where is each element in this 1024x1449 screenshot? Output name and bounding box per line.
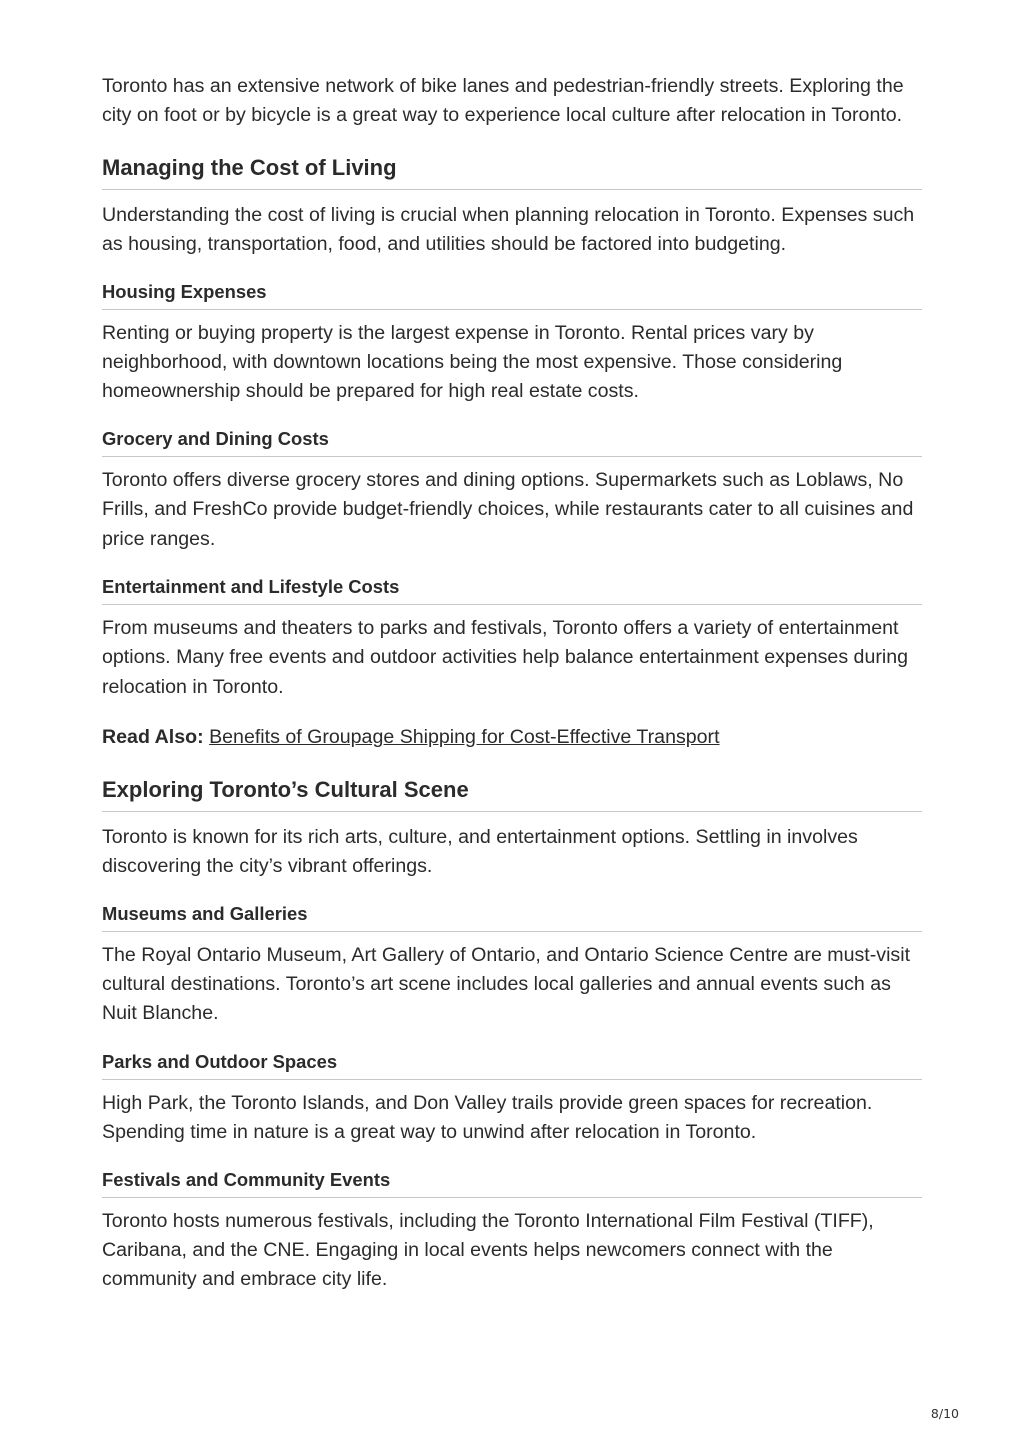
heading-museums-galleries: Museums and Galleries bbox=[102, 903, 922, 932]
heading-entertainment-lifestyle: Entertainment and Lifestyle Costs bbox=[102, 576, 922, 605]
entertainment-paragraph: From museums and theaters to parks and festivals, Toronto offers a variety of entertainment options. Many free events and outdoor activities help balance entertainment expenses during relocation in Toronto. bbox=[102, 617, 909, 698]
intro-paragraph: Toronto has an extensive network of bike lanes and pedestrian-friendly streets. Exploring the city on foot or by bicycle is a great way to experience local culture after relocation in Toronto. bbox=[102, 75, 904, 127]
heading-housing-expenses: Housing Expenses bbox=[102, 281, 922, 310]
heading-parks-outdoor: Parks and Outdoor Spaces bbox=[102, 1051, 922, 1080]
heading-grocery-dining: Grocery and Dining Costs bbox=[102, 428, 922, 457]
parks-paragraph: High Park, the Toronto Islands, and Don Valley trails provide green spaces for recreation. Spending time in nature is a great way to unwind after relocation in Toronto. bbox=[102, 1091, 873, 1144]
housing-paragraph: Renting or buying property is the largest expense in Toronto. Rental prices vary by neighborhood, with downtown locations being the most expensive. Those considering homeownership should be prepared for high real estate costs. bbox=[102, 321, 843, 403]
heading-cultural-scene: Exploring Toronto’s Cultural Scene bbox=[102, 777, 922, 812]
cost-of-living-paragraph: Understanding the cost of living is crucial when planning relocation in Toronto. Expenses such as housing, transportation, food, and utilities should be factored into budgeting. bbox=[102, 203, 915, 256]
page-number: 8/10 bbox=[930, 1406, 959, 1421]
heading-festivals-events: Festivals and Community Events bbox=[102, 1169, 922, 1198]
document-page bbox=[102, 72, 922, 1295]
read-also-label: Read Also: bbox=[102, 726, 204, 749]
read-also bbox=[102, 723, 922, 752]
cultural-scene-paragraph: Toronto is known for its rich arts, culture, and entertainment options. Settling in involves discovering the city’s vibrant offerings. bbox=[102, 825, 858, 878]
festivals-paragraph: Toronto hosts numerous festivals, including the Toronto International Film Festival (TIFF), Caribana, and the CNE. Engaging in local events helps newcomers connect with the community and embrace city life. bbox=[102, 1209, 874, 1291]
museums-paragraph: The Royal Ontario Museum, Art Gallery of Ontario, and Ontario Science Centre are must-visit cultural destinations. Toronto’s art scene includes local galleries and annual events such as Nuit Blanche. bbox=[102, 943, 911, 1025]
heading-cost-of-living: Managing the Cost of Living bbox=[102, 155, 922, 190]
grocery-paragraph: Toronto offers diverse grocery stores and dining options. Supermarkets such as Loblaws, No Frills, and FreshCo provide budget-friendly choices, while restaurants cater to all cuisines and price ranges. bbox=[102, 468, 914, 550]
read-also-link[interactable]: Benefits of Groupage Shipping for Cost-Effective Transport bbox=[209, 726, 720, 749]
